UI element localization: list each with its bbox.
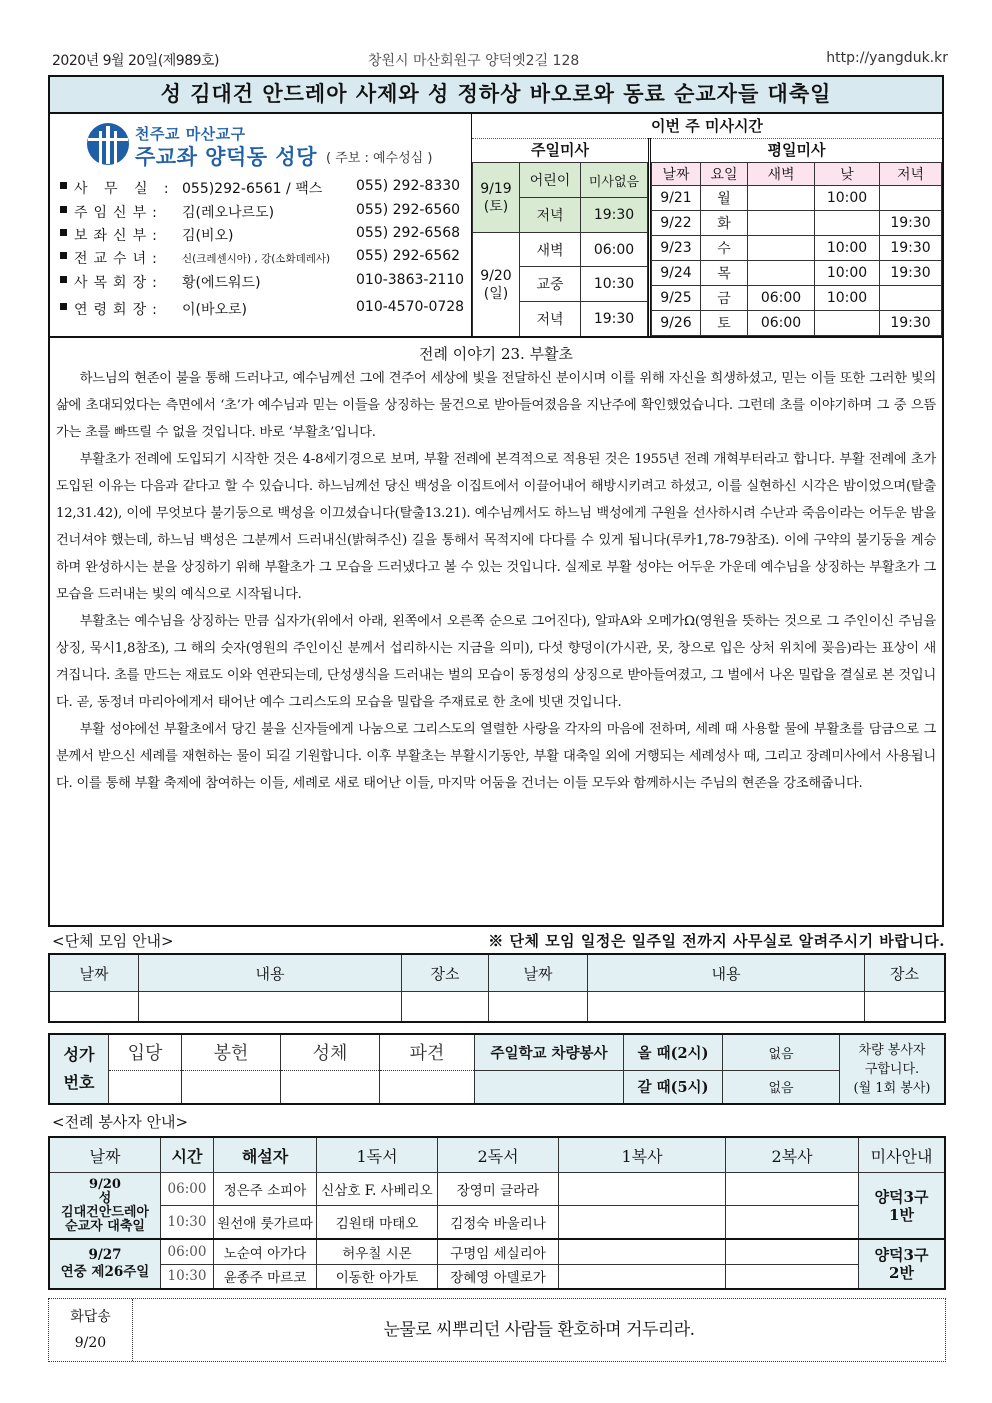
hymn-number[interactable] bbox=[182, 1070, 281, 1104]
first-reader: 김원태 마태오 bbox=[317, 1205, 438, 1239]
mass-times bbox=[472, 114, 942, 336]
hymn-dismissal: 파견 bbox=[380, 1034, 475, 1070]
bus-empty bbox=[475, 1070, 624, 1104]
second-server bbox=[726, 1173, 859, 1206]
mass-label: 새벽 bbox=[520, 233, 581, 267]
volunteer-notice: 차량 봉사자 구합니다. (월 1회 봉사) bbox=[840, 1034, 946, 1104]
header-line bbox=[52, 50, 948, 72]
bullet-icon bbox=[60, 303, 67, 310]
mass-time: 06:00 bbox=[161, 1173, 214, 1206]
hymn-number[interactable] bbox=[281, 1070, 380, 1104]
second-server bbox=[726, 1239, 859, 1264]
table-row bbox=[49, 1173, 945, 1206]
table-row bbox=[49, 1205, 945, 1239]
first-server bbox=[559, 1173, 726, 1206]
staff-name: 김(비오) bbox=[182, 228, 234, 244]
commentator: 노순여 아가다 bbox=[214, 1239, 317, 1264]
staff-phone: 010-4570-0728 bbox=[356, 299, 465, 315]
first-reader: 신삼호 F. 사베리오 bbox=[317, 1173, 438, 1206]
second-reader: 구명임 세실리아 bbox=[438, 1239, 559, 1264]
church-logo-icon bbox=[86, 122, 130, 166]
first-server bbox=[559, 1239, 726, 1264]
mass-times-heading: 이번 주 미사시간 bbox=[472, 114, 942, 139]
column-header: 2독서 bbox=[438, 1137, 559, 1173]
weekday-row: 9/22 화 19:30 bbox=[652, 211, 942, 236]
liturgy-date: 9/27 연중 제26주일 bbox=[49, 1239, 161, 1289]
mass-label: 저녁 bbox=[520, 302, 581, 337]
church-info bbox=[50, 114, 472, 336]
second-server bbox=[726, 1205, 859, 1239]
weekday-row: 9/25 금 06:00 10:00 bbox=[652, 286, 942, 311]
mass-label: 저녁 bbox=[520, 198, 581, 233]
psalm-label: 화답송 9/20 bbox=[49, 1299, 133, 1361]
commentator: 윤종주 마르코 bbox=[214, 1264, 317, 1289]
column-header: 장소 bbox=[865, 954, 946, 992]
staff-role: 사 무 실 : bbox=[74, 181, 175, 197]
second-reader: 김정숙 바울리나 bbox=[438, 1205, 559, 1239]
column-header: 요일 bbox=[701, 163, 748, 186]
column-header: 1독서 bbox=[317, 1137, 438, 1173]
bus-label: 주일학교 차량봉사 bbox=[475, 1034, 624, 1070]
column-header: 날짜 bbox=[652, 163, 701, 186]
staff-phone: 055) 292-8330 bbox=[356, 178, 461, 194]
sunday-date-cell: 9/20 (일) bbox=[473, 233, 520, 337]
hymn-entrance: 입당 bbox=[109, 1034, 182, 1070]
story-paragraph: 부활 성야에선 부활초에서 당긴 불을 신자들에게 나눔으로 그리스도의 열렬한 사랑을 각자의 마음에 전하며, 세례 때 사용할 물에 부활초를 담금으로 그분께서 받으신 세례를 재현하는 물이 되길 기원합니다. 이후 부활초는 부활시기동안, 부활 대축일 외에 거행되는 세례성사 때, 그리고 장례미사에서 사용됩니다. 이를 통해 부활 축제에 참여하는 이들, 세례로 새로 태어난 이들, 마지막 어둠을 건너는 이들 모두와 함께하시는 주님의 현존을 강조해줍니다. bbox=[56, 722, 936, 791]
column-header: 날짜 bbox=[49, 1137, 161, 1173]
church-address: 창원시 마산회원구 양덕옛2길 128 bbox=[368, 53, 580, 69]
column-header: 1복사 bbox=[559, 1137, 726, 1173]
story-paragraph: 부활초는 예수님을 상징하는 만큼 십자가(위에서 아래, 왼쪽에서 오른쪽 순으로 그어진다), 알파A와 오메가Ω(영원을 뜻하는 것으로 그 주인이신 주님을 상징, 묵시1,8참조), 그 해의 숫자(영원의 주인이신 분께서 섭리하시는 지금을 의미), 다섯 향덩이(가시관, 못, 창으로 입은 상처 위치에 꽂음)라는 표상이 새겨집니다. 초를 만드는 재료도 이와 연관되는데, 단성생식을 드러내는 벌의 모습이 동정성의 상징으로 받아들여졌고, 그 벌에서 나온 밀랍을 결실로 본 것입니다. 곧, 동정녀 마리아에게서 태어난 예수 그리스도의 모습을 밀랍을 주재료로 한 초에 빗댄 것입니다. bbox=[56, 614, 936, 710]
staff-name: 055)292-6561 / 팩스 bbox=[182, 181, 323, 197]
date-issue: 2020년 9월 20일(제989호) bbox=[52, 53, 220, 69]
column-header: 날짜 bbox=[489, 954, 588, 992]
story-paragraph: 부활초가 전례에 도입되기 시작한 것은 4-8세기경으로 보며, 부활 전례에 본격적으로 적용된 것은 1955년 전례 개혁부터라고 합니다. 부활 전례에 초가 도입된 이유는 다음과 같다고 할 수 있습니다. 하느님께선 당신 백성을 이집트에서 이끌어내어 해방시키려고 하셨고, 이를 실현하신 시각은 밤이었으며(탈출12,31.42), 이에 무엇보다 불기둥으로 백성을 이끄셨습니다(탈출13.21). 예수님께서도 하느님 백성에게 구원을 선사하시려 수난과 죽음이라는 어두운 밤을 건너셔야 했는데, 하느님 백성은 그분께서 드러내신(밝혀주신) 길을 통해서 목적지에 다다를 수 있게 됩니다(루카1,78-79참조). 이에 구약의 불기둥을 계승하며 완성하시는 분을 상징하기 위해 부활초가 그 모습을 드러냈다고 볼 수 있는 것입니다. 실제로 부활 성야는 어두운 가운데 예수님을 상징하는 부활초가 그 모습을 드러내는 빛의 예식으로 시작됩니다. bbox=[56, 452, 936, 602]
first-reader: 이동한 아가토 bbox=[317, 1264, 438, 1289]
column-header: 장소 bbox=[402, 954, 489, 992]
staff-name: 김(레오나르도) bbox=[182, 205, 275, 221]
hymn-and-bus bbox=[48, 1033, 946, 1105]
table-row bbox=[49, 992, 945, 1023]
mass-time: 19:30 bbox=[581, 302, 648, 337]
hymn-number[interactable] bbox=[380, 1070, 475, 1104]
second-reader: 장혜영 아델로가 bbox=[438, 1264, 559, 1289]
staff-phone: 055) 292-6568 bbox=[356, 225, 461, 241]
column-header: 날짜 bbox=[49, 954, 139, 992]
staff-pastor bbox=[60, 202, 470, 224]
staff-council bbox=[60, 272, 470, 294]
bus-arrive-value: 없음 bbox=[723, 1034, 840, 1070]
staff-funeral bbox=[60, 299, 470, 321]
column-header: 해설자 bbox=[214, 1137, 317, 1173]
bullet-icon bbox=[60, 206, 67, 213]
first-server bbox=[559, 1264, 726, 1289]
liturgy-date: 9/20 성 김대건안드레아 순교자 대축일 bbox=[49, 1173, 161, 1240]
bus-arrive: 올 때(2시) bbox=[624, 1034, 723, 1070]
mass-label: 어린이 bbox=[520, 163, 581, 198]
mass-time: 06:00 bbox=[161, 1239, 214, 1264]
sunday-mass-table bbox=[472, 162, 648, 337]
column-header: 낮 bbox=[815, 163, 880, 186]
column-header: 저녁 bbox=[880, 163, 942, 186]
bus-depart: 갈 때(5시) bbox=[624, 1070, 723, 1104]
sunday-mass-heading: 주일미사 bbox=[472, 138, 651, 162]
church-name: 주교좌 양덕동 성당 bbox=[135, 145, 317, 169]
staff-sisters bbox=[60, 248, 470, 270]
hymn-communion: 성체 bbox=[281, 1034, 380, 1070]
staff-role: 주임신부: bbox=[74, 205, 163, 221]
mass-time: 06:00 bbox=[581, 233, 648, 267]
liturgy-volunteers-title: <전례 봉사자 안내> bbox=[52, 1113, 189, 1131]
liturgy-story bbox=[50, 336, 942, 925]
second-reader: 장영미 글라라 bbox=[438, 1173, 559, 1206]
column-header: 시간 bbox=[161, 1137, 214, 1173]
bullet-icon bbox=[60, 252, 67, 259]
mass-guide: 양덕3구 1반 bbox=[859, 1173, 946, 1240]
first-reader: 허우칠 시몬 bbox=[317, 1239, 438, 1264]
staff-name: 이(바오로) bbox=[182, 302, 248, 318]
staff-name: 황(에드워드) bbox=[182, 275, 261, 291]
table-row bbox=[49, 1264, 945, 1289]
staff-role: 보좌신부: bbox=[74, 228, 163, 244]
staff-phone: 055) 292-6562 bbox=[356, 248, 461, 264]
story-title: 전례 이야기 23. 부활초 bbox=[418, 345, 574, 363]
staff-role: 전교수녀: bbox=[74, 251, 163, 267]
column-header: 내용 bbox=[139, 954, 402, 992]
column-header: 2복사 bbox=[726, 1137, 859, 1173]
patron: ( 주보 : 예수성심 ) bbox=[326, 151, 433, 166]
mass-time: 10:30 bbox=[161, 1264, 214, 1289]
staff-role: 사목회장: bbox=[74, 275, 163, 291]
weekday-mass-heading: 평일미사 bbox=[767, 141, 826, 159]
staff-name: 신(크레센시아) , 강(소화데레사) bbox=[182, 253, 331, 265]
second-server bbox=[726, 1264, 859, 1289]
group-meetings-note: ※ 단체 모임 일정은 일주일 전까지 사무실로 알려주시기 바랍니다. bbox=[488, 932, 945, 950]
staff-phone: 010-3863-2110 bbox=[356, 272, 465, 288]
responsorial-psalm bbox=[48, 1298, 946, 1362]
bullet-icon bbox=[60, 229, 67, 236]
sunday-date-cell: 9/19 (토) bbox=[473, 163, 520, 233]
liturgy-volunteers-table bbox=[48, 1136, 946, 1290]
table-row bbox=[49, 1239, 945, 1264]
mass-time: 10:30 bbox=[161, 1205, 214, 1239]
hymn-offertory: 봉헌 bbox=[182, 1034, 281, 1070]
staff-phone: 055) 292-6560 bbox=[356, 202, 461, 218]
hymn-label: 성가 번호 bbox=[49, 1034, 109, 1104]
bullet-icon bbox=[60, 182, 67, 189]
weekday-row: 9/26 토 06:00 19:30 bbox=[652, 311, 942, 336]
commentator: 정은주 소피아 bbox=[214, 1173, 317, 1206]
staff-assistant bbox=[60, 225, 470, 247]
weekday-row: 9/23 수 10:00 19:30 bbox=[652, 236, 942, 261]
column-header: 미사안내 bbox=[859, 1137, 946, 1173]
first-server bbox=[559, 1205, 726, 1239]
psalm-text: 눈물로 씨뿌리던 사람들 환호하며 거두리라. bbox=[383, 1320, 695, 1340]
column-header: 새벽 bbox=[748, 163, 815, 186]
mass-time: 미사없음 bbox=[581, 163, 648, 198]
story-body bbox=[50, 365, 942, 797]
group-meetings-title: <단체 모임 안내> bbox=[52, 932, 174, 950]
diocese-name: 천주교 마산교구 bbox=[135, 125, 246, 143]
mass-time: 10:30 bbox=[581, 267, 648, 302]
mass-label: 교중 bbox=[520, 267, 581, 302]
story-paragraph: 하느님의 현존이 불을 통해 드러나고, 예수님께선 그에 견주어 세상에 빛을 전달하신 분이시며 이를 위해 자신을 희생하셨고, 믿는 이들 또한 그러한 빛의 삶에 초대되었다는 측면에서 ‘초’가 예수님과 믿는 이들을 상징하는 물건으로 받아들여졌음을 지난주에 확인했었습니다. 그런데 초를 이야기하며 그 중 으뜸가는 초를 빠뜨릴 수 없을 것입니다. 바로 ‘부활초’입니다. bbox=[56, 371, 936, 440]
weekday-row: 9/21 월 10:00 bbox=[652, 186, 942, 211]
mass-guide: 양덕3구 2반 bbox=[859, 1239, 946, 1289]
staff-office bbox=[60, 178, 470, 200]
bullet-icon bbox=[60, 276, 67, 283]
column-header: 내용 bbox=[588, 954, 865, 992]
group-meetings-table bbox=[48, 953, 946, 1023]
mass-time: 19:30 bbox=[581, 198, 648, 233]
commentator: 원선애 룻가르따 bbox=[214, 1205, 317, 1239]
website-link[interactable]: http://yangduk.kr bbox=[826, 50, 948, 66]
hymn-number[interactable] bbox=[109, 1070, 182, 1104]
staff-role: 연령회장: bbox=[74, 302, 163, 318]
bus-depart-value: 없음 bbox=[723, 1070, 840, 1104]
weekday-mass-table bbox=[651, 162, 942, 336]
feast-title: 성 김대건 안드레아 사제와 성 정하상 바오로와 동료 순교자들 대축일 bbox=[50, 77, 942, 114]
weekday-row: 9/24 목 10:00 19:30 bbox=[652, 261, 942, 286]
